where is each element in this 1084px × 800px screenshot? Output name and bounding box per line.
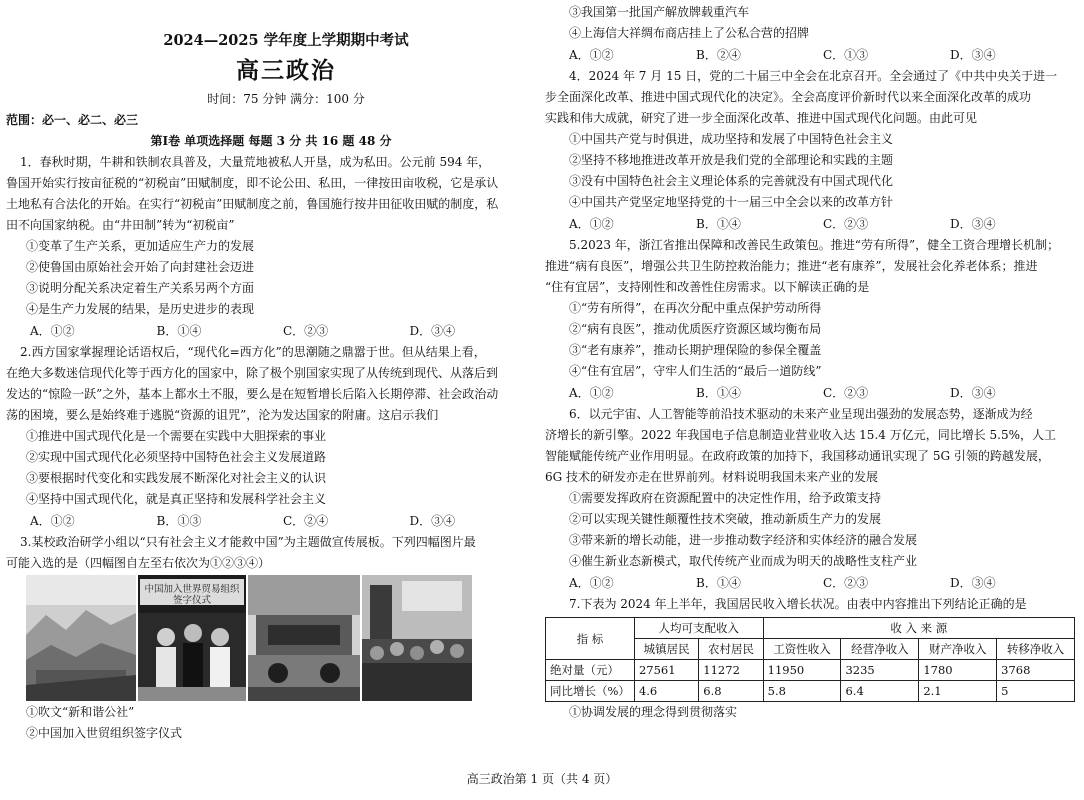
q7-stem: 7.下表为 2024 年上半年，我国居民收入增长状况。由表中内容推出下列结论正确的是 — [569, 597, 1027, 611]
q6-line: 济增长的新引擎。2022 年我国电子信息制造业营业收入达 15.4 万亿元，同比增长 5.5%，人工 — [545, 428, 1057, 442]
question-2 — [6, 342, 536, 532]
q4-line: 步全面深化改革、推进中国式现代化的决定》。全会高度评价新时代以来全面深化改革的成功 — [545, 90, 1032, 104]
table-cell: 1780 — [919, 660, 997, 681]
q2-item: ②实现中国式现代化必须坚持中国特色社会主义发展道路 — [26, 450, 327, 464]
income-table — [545, 617, 1075, 702]
q5-line: 5.2023 年，浙江省推出保障和改善民生政策包。推进“劳有所得”，健全工资合理增长机制； — [569, 238, 1060, 252]
table-cell: 5 — [997, 681, 1075, 702]
q3-item: ①吹文“新和谐公社” — [26, 705, 135, 719]
group-header-sources: 收 入 来 源 — [763, 618, 1074, 639]
question-7 — [545, 594, 1077, 723]
table-cell: 3235 — [841, 660, 919, 681]
option-d: D．③④ — [950, 217, 996, 231]
photo-2-banner: 中国加入世界贸易组织签字仪式 — [144, 584, 240, 606]
q3-item: ②中国加入世贸组织签字仪式 — [26, 726, 183, 740]
group-header-disposable: 人均可支配收入 — [634, 618, 763, 639]
q5-item: ④“住有宜居”，守牢人们生活的“最后一道防线” — [569, 364, 822, 378]
question-6 — [545, 404, 1077, 594]
q6-item: ②可以实现关键性颠覆性技术突破，推动新质生产力的发展 — [569, 512, 882, 526]
right-column — [545, 2, 1077, 723]
question-1 — [6, 152, 536, 342]
q5-line: “住有宜居”，支持刚性和改善性住房需求。以下解读正确的是 — [545, 280, 870, 294]
table-header-row — [546, 618, 1075, 639]
table-cell: 11950 — [763, 660, 841, 681]
option-d: D．③④ — [409, 324, 456, 338]
photo-2-wto-signing — [138, 575, 246, 701]
q1-line: 鲁国开始实行按亩征税的“初税亩”田赋制度，即不论公田、私田，一律按田亩收税，它是承认 — [6, 176, 499, 190]
photo-4-shop-sign — [362, 575, 472, 701]
option-c: C．②④ — [283, 514, 329, 528]
table-cell: 6.8 — [699, 681, 763, 702]
q1-item: ④是生产力发展的结果，是历史进步的表现 — [26, 302, 255, 316]
column-header: 财产净收入 — [919, 639, 997, 660]
subject-title: 高三政治 — [236, 57, 336, 84]
q1-item: ②使鲁国由原始社会开始了向封建社会迈进 — [26, 260, 255, 274]
q1-line: 土地私有合法化的开始。在实行“初税亩”田赋制度之前，鲁国施行按井田征收田赋的制度，私 — [6, 197, 499, 211]
q5-item: ①“劳有所得”，在再次分配中重点保护劳动所得 — [569, 301, 822, 315]
indicator-header: 指 标 — [546, 618, 635, 660]
q6-line: 智能赋能传统产业作用明显。在政府政策的加持下，我国移动通讯实现了 5G 引领的跨越发展， — [545, 449, 1050, 463]
table-cell: 5.8 — [763, 681, 841, 702]
q3-photos — [26, 575, 536, 701]
q4-item: ③没有中国特色社会主义理论体系的完善就没有中国式现代化 — [569, 174, 894, 188]
table-row — [546, 660, 1075, 681]
column-header: 经营净收入 — [841, 639, 919, 660]
q2-line: 2.西方国家掌握理论话语权后，“现代化=西方化”的思潮随之鼎嚣于世。但从结果上看， — [20, 345, 486, 359]
q2-line: 荡的困境，要么是始终难于逃脱“资源的诅咒”，沦为发达国家的附庸。这启示我们 — [6, 408, 439, 422]
table-cell: 3768 — [997, 660, 1075, 681]
q3-line: 3.某校政治研学小组以“只有社会主义才能救中国”为主题做宣传展板。下列四幅图片最 — [20, 535, 476, 549]
q1-line: 1．春秋时期，牛耕和铁制农具普及，大量荒地被私人开垦，成为私田。公元前 594 年， — [20, 155, 491, 169]
left-column — [6, 28, 536, 744]
table-cell: 11272 — [699, 660, 763, 681]
q3-options — [545, 44, 1077, 66]
option-a: A．①② — [569, 576, 614, 590]
q4-line: 4．2024 年 7 月 15 日，党的二十届三中全会在北京召开。全会通过了《中共中央关于进一 — [569, 69, 1058, 83]
table-cell: 6.4 — [841, 681, 919, 702]
option-c: C．②③ — [823, 217, 869, 231]
q4-item: ④中国共产党坚定地坚持党的十一届三中全会以来的改革方针 — [569, 195, 894, 209]
option-b: B．①④ — [696, 217, 741, 231]
option-a: A．①② — [569, 48, 614, 62]
q6-item: ④催生新业态新模式，取代传统产业而成为明天的战略性支柱产业 — [569, 554, 918, 568]
option-a: A．①② — [30, 324, 75, 338]
exam-title: 2024—2025 学年度上学期期中考试 — [163, 32, 409, 49]
option-b: B．②④ — [696, 48, 741, 62]
option-a: A．①② — [30, 514, 75, 528]
q2-item: ④坚持中国式现代化，就是真正坚持和发展科学社会主义 — [26, 492, 327, 506]
option-b: B．①③ — [156, 514, 202, 528]
column-header: 城镇居民 — [634, 639, 698, 660]
question-5 — [545, 235, 1077, 404]
q4-options — [545, 213, 1077, 235]
option-c: C．②③ — [823, 386, 869, 400]
row-label: 同比增长（%） — [546, 681, 635, 702]
option-d: D．③④ — [950, 386, 996, 400]
q1-line: 田不向国家纳税。由“井田制”转为“初税亩” — [6, 218, 235, 232]
question-4 — [545, 66, 1077, 235]
table-cell: 27561 — [634, 660, 698, 681]
time-score: 时间：75 分钟 满分：100 分 — [207, 92, 365, 106]
q5-item: ②“病有良医”，推动优质医疗资源区域均衡布局 — [569, 322, 822, 336]
option-a: A．①② — [569, 217, 614, 231]
q5-line: 推进“病有良医”，增强公共卫生防控救治能力；推进“老有康养”，发展社会化养老体系；推进 — [545, 259, 1038, 273]
column-header: 工资性收入 — [763, 639, 841, 660]
q3-line: 可能入选的是（四幅图自左至右依次为①②③④） — [6, 556, 271, 570]
option-c: C．①③ — [823, 48, 869, 62]
q6-line: 6．以元宇宙、人工智能等前沿技术驱动的未来产业呈现出强劲的发展态势，逐渐成为经 — [569, 407, 1033, 421]
table-row — [546, 681, 1075, 702]
column-header: 转移净收入 — [997, 639, 1075, 660]
column-header: 农村居民 — [699, 639, 763, 660]
q6-line: 6G 技术的研发亦走在世界前列。材料说明我国未来产业的发展 — [545, 470, 879, 484]
q2-item: ①推进中国式现代化是一个需要在实践中大胆探索的事业 — [26, 429, 327, 443]
q6-options — [545, 572, 1077, 594]
table-cell: 2.1 — [919, 681, 997, 702]
option-d: D．③④ — [409, 514, 456, 528]
q1-item: ③说明分配关系决定着生产关系另两个方面 — [26, 281, 255, 295]
question-3 — [6, 532, 536, 744]
q6-item: ③带来新的增长动能，进一步推动数字经济和实体经济的融合发展 — [569, 533, 918, 547]
page-footer: 高三政治第 1 页（共 4 页） — [466, 772, 618, 786]
option-b: B．①④ — [696, 386, 741, 400]
q3-item: ④上海信大祥绸布商店挂上了公私合营的招牌 — [569, 26, 810, 40]
q2-options — [6, 510, 536, 532]
q2-line: 发达的“惊险一跃”之外，基本上都水土不服，要么是在短暂增长后陷入长期停滞、社会政治动 — [6, 387, 499, 401]
q7-item: ①协调发展的理念得到贯彻落实 — [569, 705, 738, 719]
q4-item: ①中国共产党与时俱进，成功坚持和发展了中国特色社会主义 — [569, 132, 894, 146]
option-d: D．③④ — [950, 48, 996, 62]
option-c: C．②③ — [283, 324, 329, 338]
q4-item: ②坚持不移地推进改革开放是我们党的全部理论和实践的主题 — [569, 153, 894, 167]
option-b: B．①④ — [696, 576, 741, 590]
option-a: A．①② — [569, 386, 614, 400]
row-label: 绝对量（元） — [546, 660, 635, 681]
q2-item: ③要根据时代变化和实践发展不断深化对社会主义的认识 — [26, 471, 327, 485]
exam-scope: 范围：必一、必二、必三 — [6, 113, 139, 127]
q5-options — [545, 382, 1077, 404]
q5-item: ③“老有康养”，推动长期护理保险的参保全覆盖 — [569, 343, 822, 357]
q2-line: 在绝大多数迷信现代化等于西方化的国家中，除了极个别国家实现了从传统到现代、从落后到 — [6, 366, 499, 380]
q6-item: ①需要发挥政府在资源配置中的决定性作用，给予政策支持 — [569, 491, 882, 505]
q4-line: 实践和伟大成就，研究了进一步全面深化改革、推进中国式现代化问题。由此可见 — [545, 111, 978, 125]
photo-3-trucks — [248, 575, 360, 701]
section-header: 第Ⅰ卷 单项选择题 每题 3 分 共 16 题 48 分 — [150, 134, 392, 148]
option-d: D．③④ — [950, 576, 996, 590]
table-cell: 4.6 — [634, 681, 698, 702]
option-b: B．①④ — [156, 324, 202, 338]
option-c: C．②③ — [823, 576, 869, 590]
photo-1-commune — [26, 575, 136, 701]
q1-item: ①变革了生产关系，更加适应生产力的发展 — [26, 239, 255, 253]
q1-options — [6, 320, 536, 342]
q3-item: ③我国第一批国产解放牌载重汽车 — [569, 5, 750, 19]
